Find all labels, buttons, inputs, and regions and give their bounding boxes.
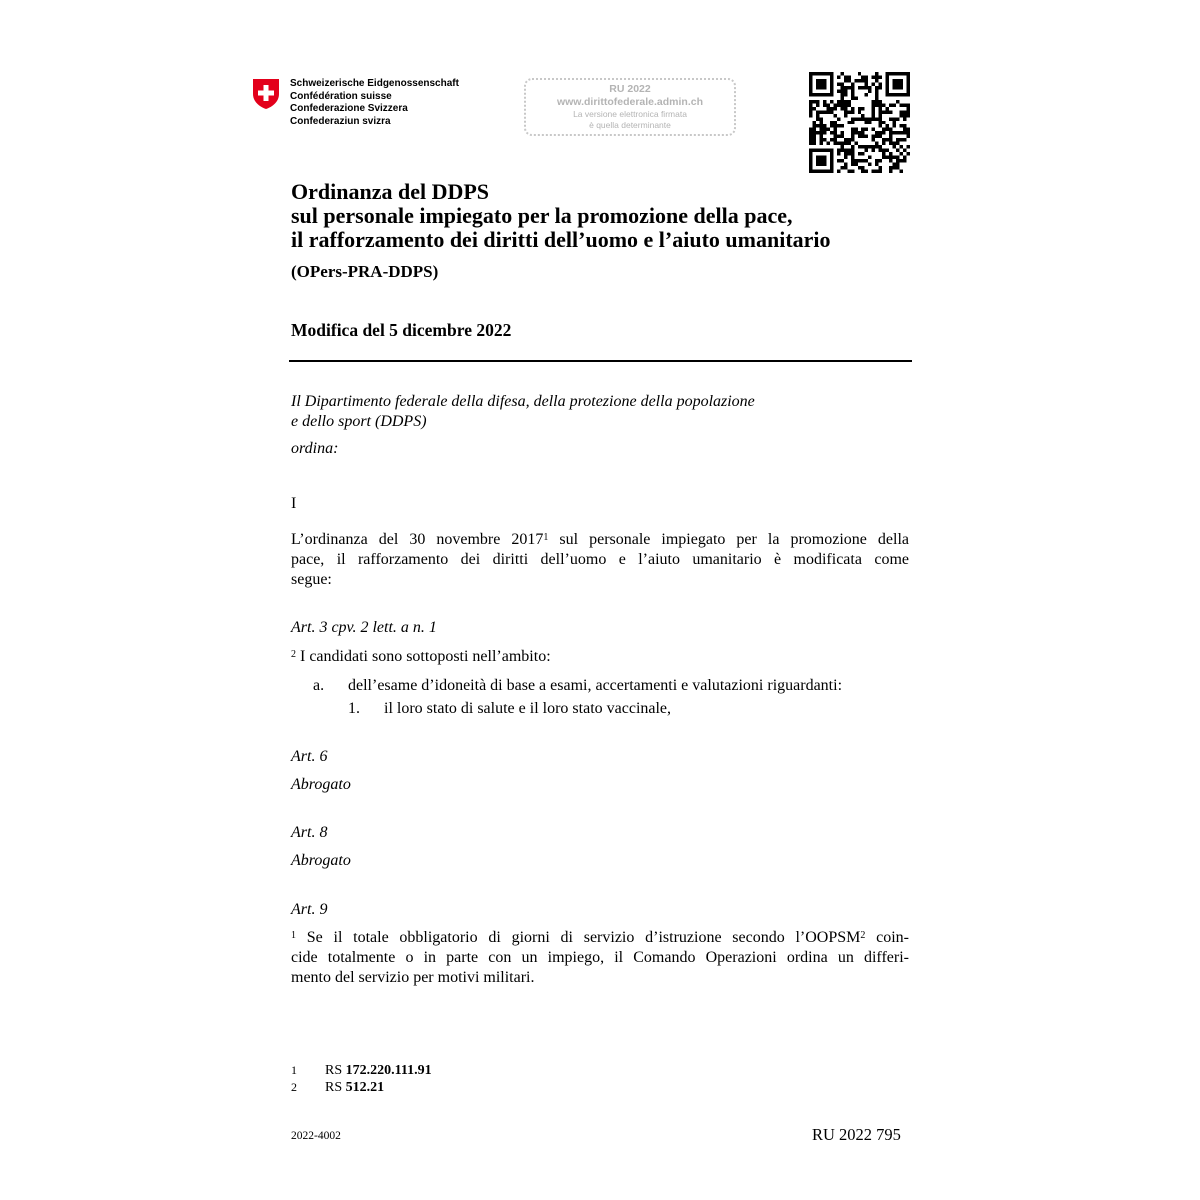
article-text: Abrogato — [291, 776, 351, 793]
paragraph-text: I candidati sono sottoposti nell’ambito: — [296, 648, 551, 665]
paragraph-text: coin- — [865, 929, 910, 946]
document-abbreviation: (OPers-PRA-DDPS) — [291, 262, 439, 281]
article-paragraph — [291, 647, 551, 667]
intro-line: segue: — [291, 571, 332, 588]
footnote-reference: 512.21 — [345, 1080, 385, 1095]
stamp-note-line1: La versione elettronica firmata — [573, 109, 687, 119]
footnote — [291, 1063, 432, 1078]
article-paragraph-line — [291, 928, 909, 948]
article-heading: Art. 8 — [291, 824, 328, 841]
footnote-reference: 172.220.111.91 — [345, 1063, 432, 1078]
list-number-text: il loro stato di salute e il loro stato vaccinale, — [384, 700, 672, 717]
amendment-date: Modifica del 5 dicembre 2022 — [291, 320, 512, 340]
title-line: sul personale impiegato per la promozione della pace, — [291, 203, 793, 228]
paragraph-number: 2 — [291, 649, 296, 660]
confederation-name-it: Confederazione Svizzera — [290, 103, 408, 114]
footnote-ref: 2 — [860, 930, 866, 941]
intro-line — [291, 530, 909, 550]
confederation-names — [290, 78, 459, 128]
section-numeral: I — [291, 495, 297, 512]
article-heading: Art. 6 — [291, 748, 328, 765]
document-title — [291, 180, 831, 252]
confederation-name-de: Schweizerische Eidgenossenschaft — [290, 78, 459, 89]
swiss-coat-of-arms-logo — [252, 78, 280, 110]
footnote — [291, 1080, 384, 1095]
list-number: 1. — [348, 700, 360, 717]
paragraph-text: Se il totale obbligatorio di giorni di servizio d’istruzione secondo l’OOPSM — [296, 929, 861, 946]
stamp-website: www.dirittofederale.admin.ch — [556, 96, 704, 108]
stamp-collection: RU 2022 — [609, 83, 651, 95]
document-number: 2022-4002 — [291, 1130, 341, 1142]
title-line: il rafforzamento dei diritti dell’uomo e l’aiuto umanitario — [291, 227, 831, 252]
confederation-name-rm: Confederaziun svizra — [290, 115, 391, 127]
article-text: Abrogato — [291, 852, 351, 869]
list-letter-text: dell’esame d’idoneità di base a esami, accertamenti e valutazioni riguardanti: — [348, 677, 843, 694]
article-paragraph-line: mento del servizio per motivi militari. — [291, 969, 535, 986]
page-reference: RU 2022 795 — [812, 1125, 901, 1144]
list-letter: a. — [313, 677, 325, 694]
article-heading: Art. 9 — [291, 901, 328, 918]
footnote-ref: 1 — [543, 532, 549, 543]
article-heading: Art. 3 cpv. 2 lett. a n. 1 — [291, 619, 437, 636]
preamble-line: Il Dipartimento federale della difesa, della protezione della popolazione — [291, 393, 755, 410]
footnote-prefix: RS — [325, 1080, 346, 1095]
footnote-prefix: RS — [325, 1063, 346, 1078]
footnote-number: 1 — [291, 1063, 297, 1077]
preamble-ordina: ordina: — [291, 440, 339, 457]
footnote-number: 2 — [291, 1080, 297, 1094]
intro-text: L’ordinanza del 30 novembre 2017 — [291, 531, 544, 548]
paragraph-number: 1 — [291, 930, 296, 941]
stamp-note-line2: è quella determinante — [589, 119, 671, 130]
preamble-line: e dello sport (DDPS) — [291, 413, 427, 430]
article-paragraph-line: cide totalmente o in parte con un impiego, il Comando Operazioni ordina un differi- — [291, 949, 909, 966]
confederation-name-fr: Confédération suisse — [290, 90, 392, 102]
title-line: Ordinanza del DDPS — [291, 179, 490, 204]
qr-code-icon — [809, 72, 910, 173]
title-divider — [289, 360, 912, 362]
intro-text: sul personale impiegato per la promozione della — [548, 531, 910, 548]
official-publication-stamp — [524, 78, 736, 136]
intro-line: pace, il rafforzamento dei diritti dell’uomo e l’aiuto umanitario è modificata come — [291, 551, 909, 568]
